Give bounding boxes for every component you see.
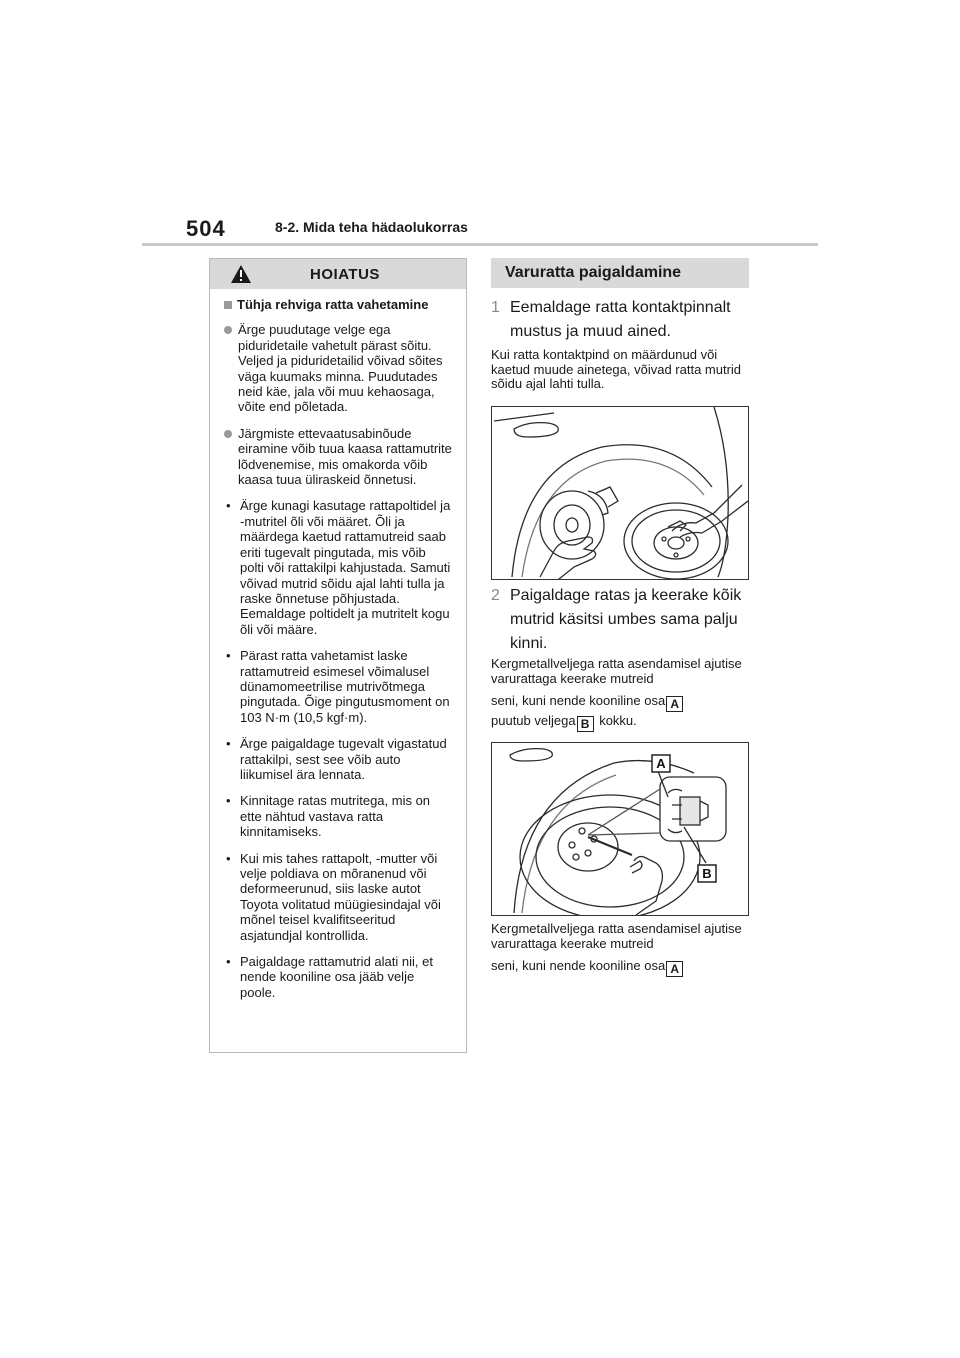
warning-item-text: Kinnitage ratas mutritega, mis on ette nähtud vastava ratta kinnitamiseks. — [240, 793, 431, 840]
warning-item — [224, 648, 452, 725]
step-number: 1 — [491, 299, 500, 316]
section-title: 8-2. Mida teha hädaolukorras — [275, 219, 468, 235]
warning-bullet-text: Järgmiste ettevaatusabinõude eiramine võib tuua kaasa rattamutrite lõdvenemise, mis omakorda võib kaasa tuua üliraskeid õnnetusi. — [238, 425, 452, 488]
warning-item — [224, 851, 452, 943]
note-text: puutub veljega — [491, 713, 576, 728]
step-1 — [491, 296, 749, 344]
item-marker: • — [226, 736, 231, 752]
warning-header — [210, 259, 466, 289]
warning-bullet-text: Ärge puudutage velge ega piduridetaile vahetult pärast sõitu. Veljed ja piduridetailid võivad sõites väga kuumaks minna. Puudutades neid käe, jala või muu kehaosaga, võite end põletada. — [238, 322, 443, 415]
warning-heading — [224, 297, 452, 312]
item-marker: • — [226, 498, 231, 514]
warning-item-text: Kui mis tahes rattapolt, -mutter või velje poldiava on mõranenud või deformeerunud, siis laske autot Toyota volitatud müügiesindajal või mõnel teisel kvalifitseeritud asjatundjal kontrollida. — [240, 850, 441, 943]
item-marker: • — [226, 954, 231, 970]
square-bullet-icon — [224, 301, 232, 309]
note-text: kokku. — [599, 713, 637, 728]
warning-bullet — [224, 426, 452, 488]
note-text: seni, kuni nende kooniline osa — [491, 958, 666, 973]
figure-label-a: A — [656, 756, 666, 771]
step-2-note: Kergmetallveljega ratta asendamisel ajutise varurattaga keerake mutreid — [491, 656, 742, 686]
section-header: Varuratta paigaldamine — [491, 258, 749, 288]
circle-bullet-icon — [224, 326, 232, 334]
warning-item-text: Paigaldage rattamutrid alati nii, et nende kooniline osa jääb velje poole. — [240, 954, 433, 1000]
warning-item-text: Ärge kunagi kasutage rattapoltidel ja -mutritel õli või määret. Õli ja määrdega kaetud rattamutreid saab eriti tugevalt pingutada, mis võib polti või rattakilpi kahjustada. Samuti võivad mutrid sõidu ajal lahti tulla ja raske õnnetuse põhjustada. Eemaldage poltidelt ja mutritelt kogu õli või määre. — [240, 498, 451, 637]
warning-item — [224, 793, 452, 839]
warning-title: HOIATUS — [310, 265, 380, 283]
warning-triangle-icon — [230, 264, 252, 284]
label-a-badge: A — [666, 696, 683, 712]
circle-bullet-icon — [224, 430, 232, 438]
step-text: Eemaldage ratta kontaktpinnalt mustus ja muud ained. — [510, 299, 731, 340]
warning-item — [224, 954, 452, 1000]
figure-label-b: B — [702, 866, 712, 881]
wheel-cleaning-illustration — [492, 407, 748, 579]
step-number: 2 — [491, 587, 500, 604]
page-number: 504 — [186, 216, 226, 241]
warning-item — [224, 736, 452, 782]
step-2-note-line-a — [491, 694, 753, 712]
header-rule — [142, 243, 818, 246]
step-1-note: Kui ratta kontaktpind on määrdunud või kaetud muude ainetega, võivad ratta mutrid sõidu ajal lahti tulla. — [491, 347, 742, 391]
warning-item-text: Ärge paigaldage tugevalt vigastatud rattakilpi, sest see võib auto liikumisel ära lennata. — [240, 736, 447, 782]
label-a-badge: A — [666, 961, 683, 977]
item-marker: • — [226, 793, 231, 809]
warning-body — [210, 289, 466, 1000]
step-2 — [491, 584, 753, 656]
warning-item — [224, 498, 452, 637]
warning-box — [209, 258, 467, 1053]
figure-clean-wheel — [491, 406, 749, 580]
step-2-note-line-b — [491, 714, 753, 732]
figure-2-note-line — [491, 959, 753, 977]
item-marker: • — [226, 648, 231, 664]
warning-item-text: Pärast ratta vahetamist laske rattamutreid esimesel võimalusel dünamomeetrilise mutrivõtmega pingutada. Õige pingutusmoment on 103 N·m (10,5 kgf·m). — [240, 648, 450, 725]
wheel-installation-illustration — [492, 743, 748, 915]
label-b-badge: B — [577, 716, 594, 732]
note-text: seni, kuni nende kooniline osa — [491, 693, 666, 708]
warning-bullet — [224, 322, 452, 414]
warning-heading-text: Tühja rehviga ratta vahetamine — [237, 297, 429, 312]
item-marker: • — [226, 850, 231, 866]
figure-2-note: Kergmetallveljega ratta asendamisel ajutise varurattaga keerake mutreid — [491, 921, 742, 951]
step-text: Paigaldage ratas ja keerake kõik mutrid käsitsi umbes sama palju kinni. — [510, 587, 742, 652]
figure-install-wheel — [491, 742, 749, 916]
